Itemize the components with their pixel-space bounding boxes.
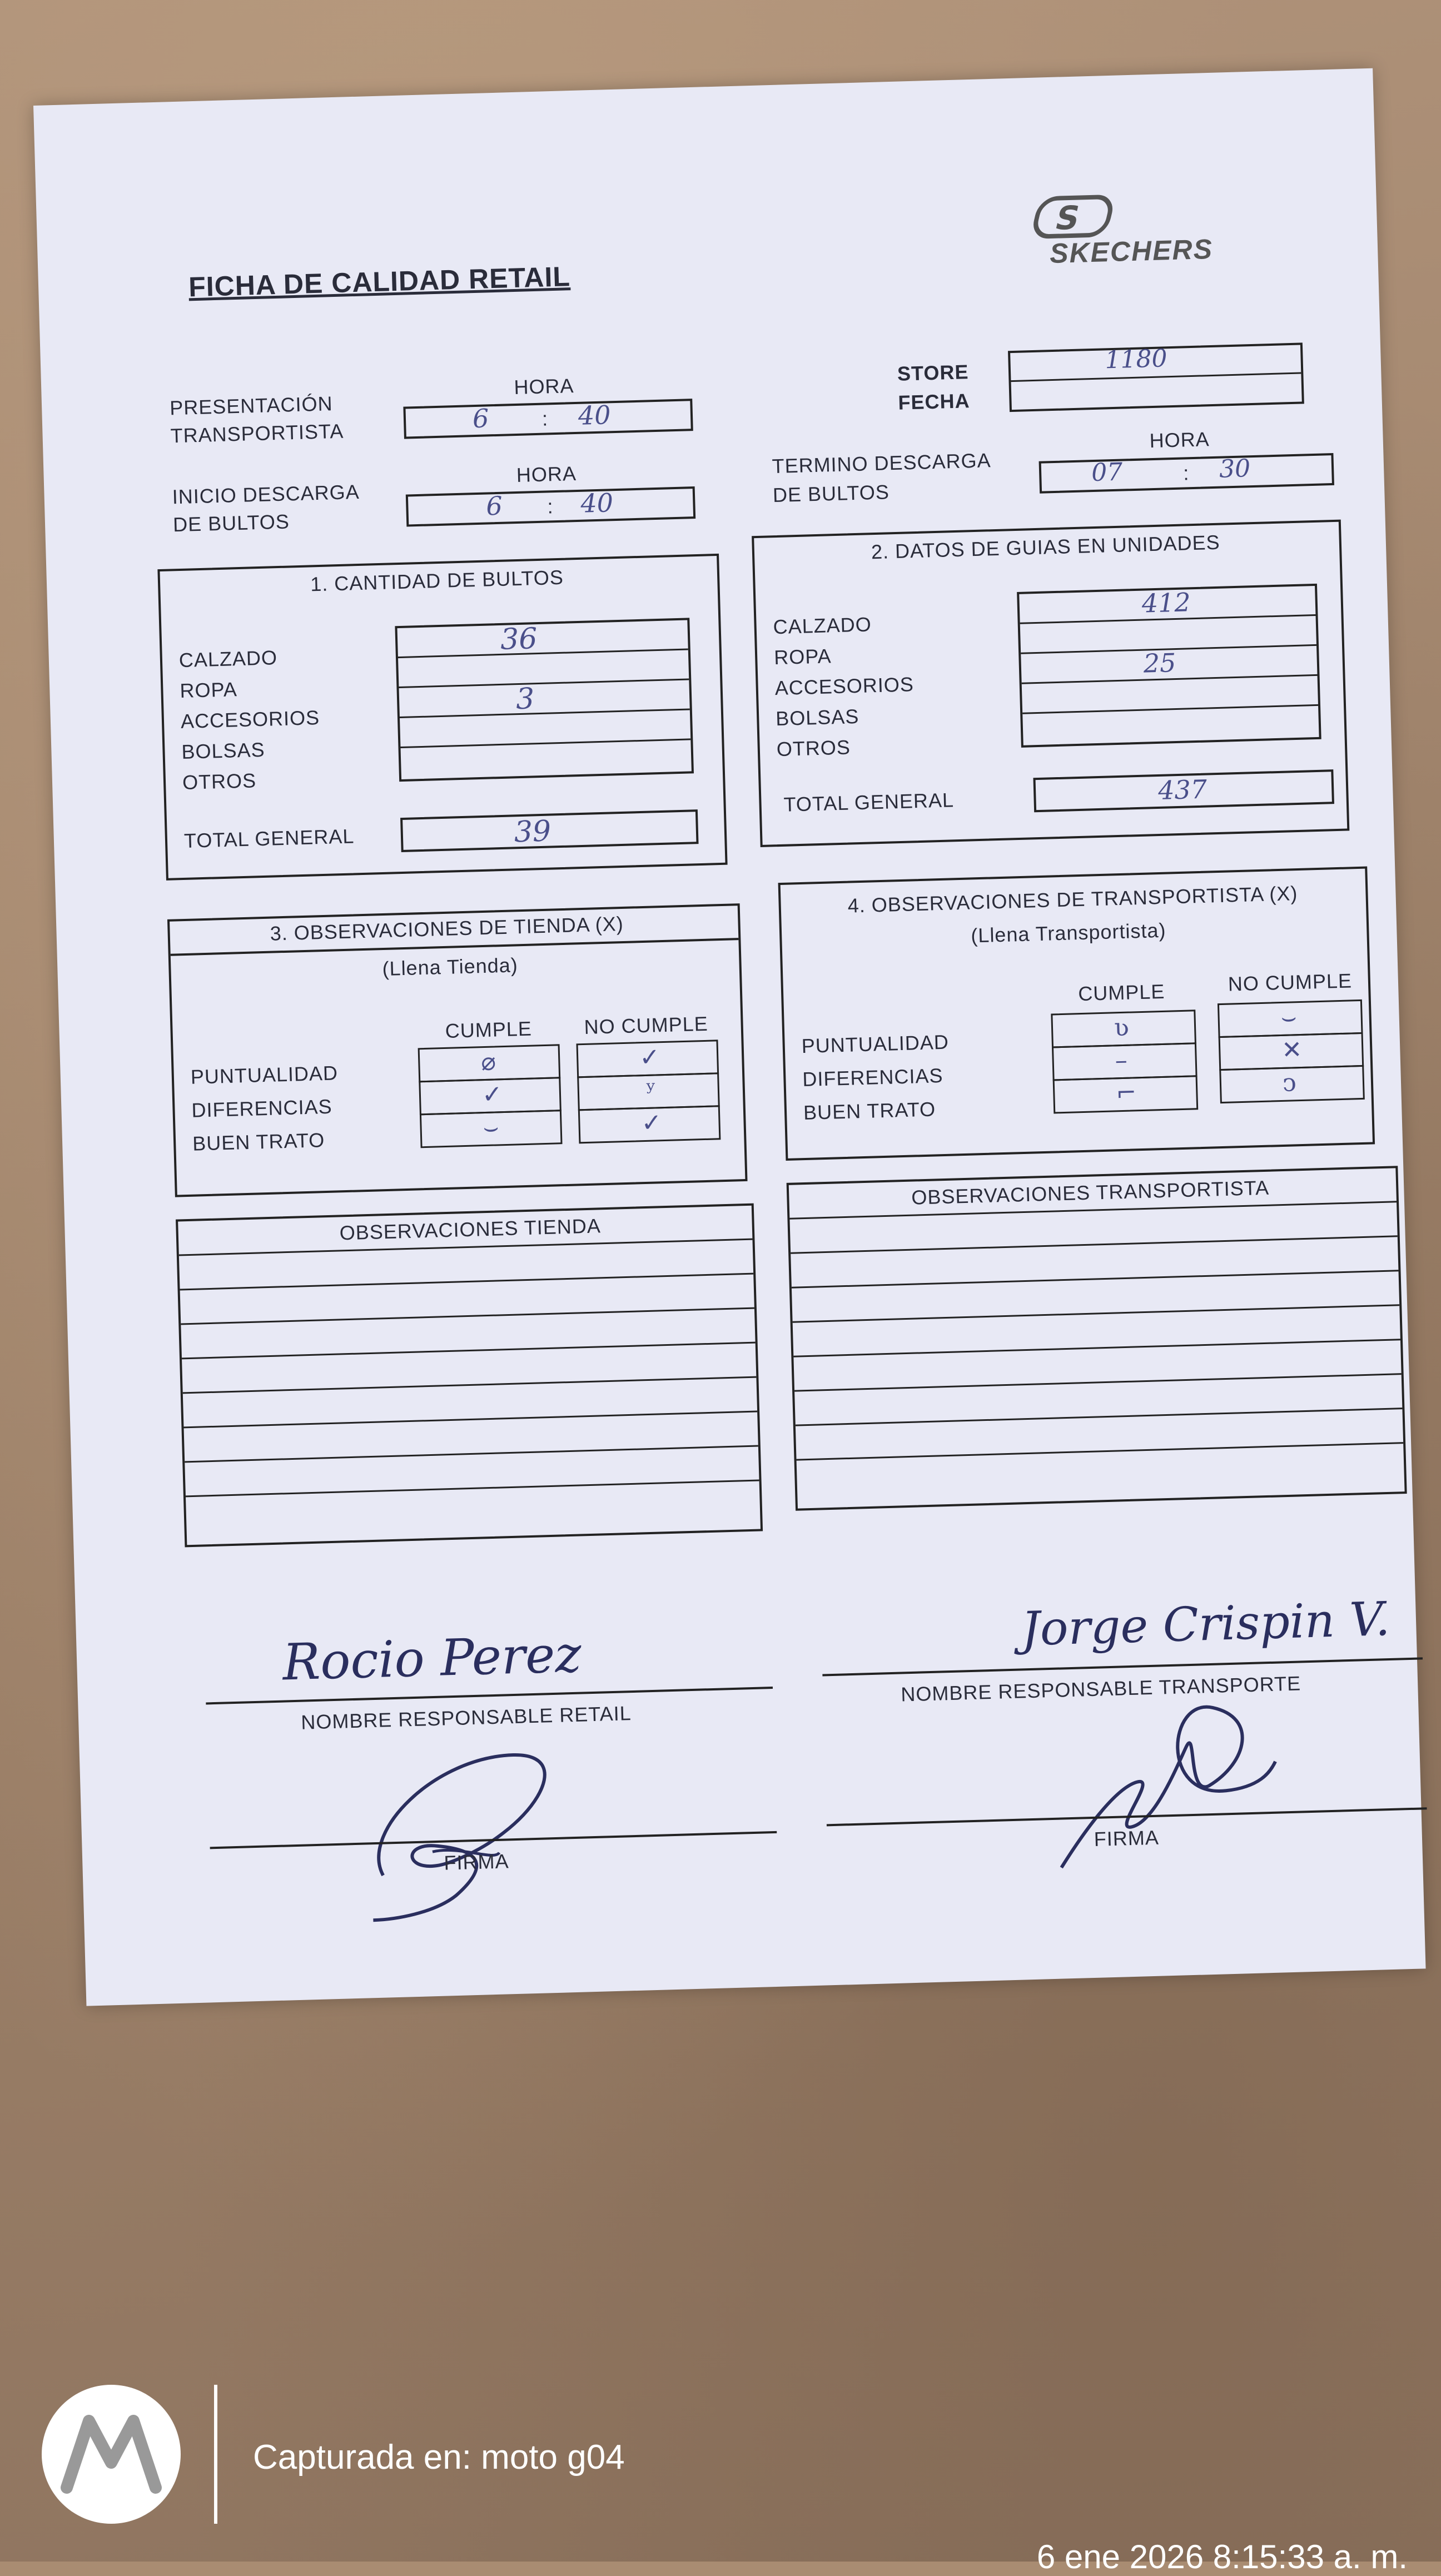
obs-tienda-title: OBSERVACIONES TIENDA [339, 1214, 602, 1245]
s2-total-field[interactable] [1033, 769, 1334, 812]
s4-nocumple-label: NO CUMPLE [1228, 969, 1353, 996]
termino-hora-field[interactable] [1039, 453, 1334, 494]
s2-value-calzado: 412 [1141, 587, 1191, 619]
retail-handwritten-name: Rocio Perez [281, 1625, 583, 1692]
check-mark-icon: ✓ [639, 1043, 660, 1072]
section3-subtitle: (Llena Tienda) [382, 953, 519, 981]
presentacion-minutes: 40 [578, 400, 612, 431]
section-observaciones-transportista-check [778, 867, 1375, 1161]
s1-label-otros: OTROS [182, 769, 257, 794]
motorola-m-icon [42, 2385, 181, 2524]
inicio-hour: 6 [485, 490, 503, 521]
section-datos-guias [752, 520, 1349, 847]
s3-item-buen-trato: BUEN TRATO [192, 1128, 325, 1155]
store-value: 1180 [1104, 344, 1168, 375]
s3-nocumple-diferencias[interactable] [577, 1072, 720, 1111]
s2-total-value: 437 [1157, 774, 1208, 805]
section1-title: 1. CANTIDAD DE BULTOS [310, 565, 564, 596]
s3-item-puntualidad: PUNTUALIDAD [190, 1061, 339, 1088]
check-mark-icon: ✕ [1281, 1035, 1303, 1065]
s4-nocumple-buen-trato[interactable] [1219, 1065, 1365, 1103]
section3-title: 3. OBSERVACIONES DE TIENDA (X) [270, 912, 624, 945]
s2-label-bolsas: BOLSAS [775, 704, 859, 730]
s1-total-field[interactable] [400, 809, 699, 852]
check-mark-icon: ⌣ [482, 1113, 500, 1142]
s1-value-calzado: 36 [500, 622, 538, 657]
inicio-minutes: 40 [580, 488, 614, 519]
s1-label-accesorios: ACCESORIOS [180, 706, 320, 733]
termino-label-1: TERMINO DESCARGA [772, 449, 992, 478]
check-mark-icon: ↄ [1282, 1068, 1297, 1097]
section-cantidad-bultos [157, 554, 727, 881]
s4-cumple-diferencias[interactable] [1052, 1042, 1197, 1081]
s3-cumple-diferencias[interactable] [419, 1077, 562, 1115]
retail-name-label: NOMBRE RESPONSABLE RETAIL [300, 1702, 632, 1734]
store-fecha-box [1008, 342, 1304, 412]
termino-hora-label: HORA [1149, 427, 1210, 452]
section2-title: 2. DATOS DE GUIAS EN UNIDADES [871, 530, 1221, 564]
form-title: FICHA DE CALIDAD RETAIL [188, 261, 571, 303]
s1-label-bolsas: BOLSAS [181, 738, 266, 764]
svg-text:S: S [1051, 198, 1084, 237]
presentacion-hora-label: HORA [513, 374, 575, 399]
s4-item-buen-trato: BUEN TRATO [803, 1097, 936, 1125]
obs-transportista-title: OBSERVACIONES TRANSPORTISTA [911, 1176, 1270, 1209]
presentacion-label-2: TRANSPORTISTA [170, 419, 344, 447]
footer-separator [214, 2385, 217, 2524]
s4-item-puntualidad: PUNTUALIDAD [801, 1030, 950, 1058]
motorola-logo [42, 2385, 181, 2524]
retail-signature-icon [346, 1729, 640, 1926]
capture-device-caption: Capturada en: moto g04 [253, 2438, 625, 2476]
s3-nocumple-label: NO CUMPLE [584, 1012, 709, 1038]
s4-nocumple-diferencias[interactable] [1219, 1032, 1364, 1071]
check-mark-icon: ✓ [481, 1080, 503, 1110]
s4-cumple-label: CUMPLE [1077, 979, 1165, 1006]
s1-total-label: TOTAL GENERAL [183, 824, 355, 852]
termino-minutes: 30 [1219, 454, 1251, 484]
quality-form-sheet [33, 68, 1426, 2006]
check-mark-icon: ʋ [1114, 1013, 1130, 1042]
s1-value-accesorios: 3 [515, 682, 535, 717]
s3-cumple-puntualidad[interactable] [418, 1044, 561, 1082]
s1-label-calzado: CALZADO [178, 646, 278, 672]
s2-label-ropa: ROPA [773, 644, 832, 669]
section4-title: 4. OBSERVACIONES DE TRANSPORTISTA (X) [847, 882, 1298, 917]
s4-cumple-buen-trato[interactable] [1053, 1075, 1199, 1113]
s2-label-accesorios: ACCESORIOS [774, 673, 915, 700]
s3-nocumple-puntualidad[interactable] [576, 1040, 719, 1078]
skechers-logo [1031, 188, 1278, 272]
check-mark-icon: ʸ [645, 1076, 657, 1105]
s1-values-grid [395, 618, 694, 782]
s2-values-grid [1017, 584, 1321, 748]
termino-label-2: DE BULTOS [772, 480, 890, 507]
s3-item-diferencias: DIFERENCIAS [191, 1095, 333, 1122]
inicio-label-2: DE BULTOS [172, 510, 290, 536]
check-mark-icon: – [1115, 1046, 1128, 1075]
s3-nocumple-buen-trato[interactable] [578, 1105, 721, 1143]
check-mark-icon: ⌀ [480, 1047, 496, 1077]
transporte-firma-label: FIRMA [1094, 1826, 1160, 1851]
s1-total-value: 39 [514, 814, 551, 849]
presentacion-label-1: PRESENTACIÓN [169, 392, 334, 420]
retail-firma-label: FIRMA [443, 1849, 510, 1874]
section4-subtitle: (Llena Transportista) [970, 918, 1166, 947]
check-mark-icon: ✓ [640, 1108, 663, 1138]
inicio-label-1: INICIO DESCARGA [172, 480, 360, 509]
s2-value-accesorios: 25 [1143, 648, 1177, 679]
inicio-hora-field[interactable] [406, 486, 695, 526]
section-observaciones-tienda-check [167, 903, 748, 1197]
presentacion-colon: : [541, 407, 549, 430]
presentacion-hour: 6 [472, 403, 490, 434]
inicio-hora-label: HORA [516, 461, 577, 486]
observaciones-tienda-box [176, 1204, 763, 1548]
termino-colon: : [1182, 461, 1190, 485]
s3-cumple-buen-trato[interactable] [420, 1110, 563, 1148]
termino-hour: 07 [1091, 457, 1123, 488]
check-mark-icon: ⌐ [1115, 1078, 1137, 1108]
s2-label-otros: OTROS [776, 735, 851, 761]
section3-title-bar [170, 906, 738, 956]
s4-item-diferencias: DIFERENCIAS [802, 1063, 943, 1091]
s4-cumple-puntualidad[interactable] [1051, 1009, 1196, 1048]
inicio-colon: : [546, 495, 554, 518]
presentacion-hora-field[interactable] [403, 399, 693, 439]
s1-label-ropa: ROPA [179, 678, 238, 703]
check-mark-icon: ⌣ [1280, 1003, 1298, 1032]
observaciones-transportista-box [787, 1166, 1407, 1510]
s3-cumple-label: CUMPLE [445, 1017, 533, 1042]
capture-timestamp: 6 ene 2026 8:15:33 a. m. [1036, 2538, 1408, 2575]
store-label: STORE [897, 360, 969, 385]
s4-nocumple-puntualidad[interactable] [1218, 999, 1363, 1038]
brand-name: SKECHERS [1049, 233, 1214, 270]
transporte-handwritten-name: Jorge Crispin V. [1020, 1591, 1391, 1657]
transporte-name-label: NOMBRE RESPONSABLE TRANSPORTE [900, 1672, 1301, 1706]
fecha-label: FECHA [897, 389, 971, 414]
transporte-signature-icon [1045, 1684, 1284, 1879]
s2-label-calzado: CALZADO [773, 613, 872, 639]
transporte-name-line [822, 1657, 1423, 1676]
s2-total-label: TOTAL GENERAL [783, 788, 955, 816]
